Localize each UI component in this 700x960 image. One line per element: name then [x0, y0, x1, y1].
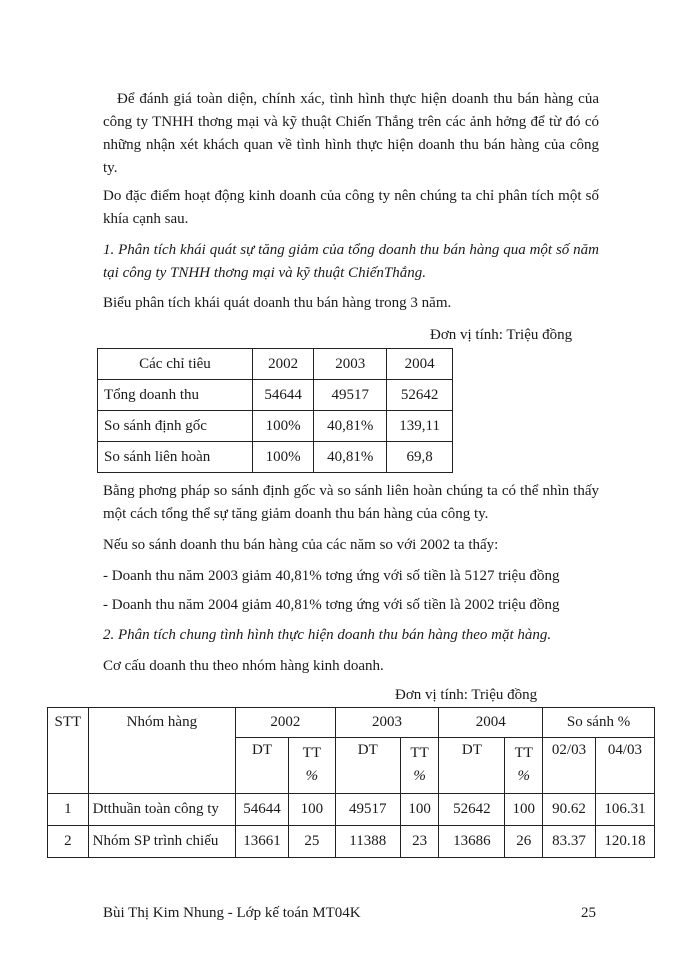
subheader-dt: DT: [335, 738, 400, 794]
table-cell: 49517: [314, 380, 387, 411]
subheader-tt-text: TT: [514, 745, 533, 761]
header-year: 2004: [439, 708, 543, 738]
subheader-dt: DT: [439, 738, 505, 794]
header-group: Nhóm hàng: [88, 708, 235, 794]
row-group: Nhóm SP trình chiếu: [88, 826, 235, 858]
header-cell: 2004: [387, 349, 453, 380]
table-row: [48, 826, 655, 858]
table-cell: 54644: [252, 380, 313, 411]
table-cell: 23: [400, 826, 439, 858]
table-cell: 120.18: [595, 826, 654, 858]
table-cell: 13686: [439, 826, 505, 858]
revenue-by-group-table: [47, 707, 655, 858]
table-cell: 83.37: [543, 826, 596, 858]
subheader-compare: 04/03: [595, 738, 654, 794]
comparison-intro: Nếu so sánh doanh thu bán hàng của các năm so với 2002 ta thấy:: [103, 537, 499, 553]
row-label: So sánh liên hoàn: [98, 442, 253, 473]
table-cell: 11388: [335, 826, 400, 858]
header-year: 2003: [335, 708, 439, 738]
table-cell: 13661: [236, 826, 289, 858]
page-number: 25: [581, 905, 596, 921]
subheader-pct: %: [517, 768, 531, 784]
row-stt: 2: [48, 826, 89, 858]
table-cell: 40,81%: [314, 442, 387, 473]
table-cell: 100: [288, 794, 335, 826]
table-cell: 69,8: [387, 442, 453, 473]
scope-paragraph: Do đặc điểm hoạt động kinh doanh của công ty nên chúng ta chỉ phân tích một số khía cạnh sau.: [103, 188, 599, 227]
subheader-tt-text: TT: [410, 745, 429, 761]
table-cell: 100: [400, 794, 439, 826]
revenue-summary-table: [97, 348, 453, 473]
table-cell: 40,81%: [314, 411, 387, 442]
unit-label-1: Đơn vị tính: Triệu đồng: [430, 327, 573, 343]
table-cell: 100%: [252, 442, 313, 473]
header-cell: 2002: [252, 349, 313, 380]
section-2-heading: 2. Phân tích chung tình hình thực hiện doanh thu bán hàng theo mặt hàng.: [103, 627, 552, 643]
subheader-dt: DT: [236, 738, 289, 794]
table-2-caption: Cơ cấu doanh thu theo nhóm hàng kinh doanh.: [103, 658, 384, 674]
header-compare: So sánh %: [543, 708, 655, 738]
header-year: 2002: [236, 708, 336, 738]
table-cell: 52642: [439, 794, 505, 826]
subheader-tt: [288, 738, 335, 794]
comparison-2004: - Doanh thu năm 2004 giảm 40,81% tơng ứng với số tiền là 2002 triệu đồng: [103, 597, 560, 613]
subheader-tt: [400, 738, 439, 794]
unit-label-2: Đơn vị tính: Triệu đồng: [395, 687, 538, 703]
table-cell: 106.31: [595, 794, 654, 826]
table-cell: 25: [288, 826, 335, 858]
table-row: [98, 411, 453, 442]
row-group: Dtthuần toàn công ty: [88, 794, 235, 826]
table-cell: 100%: [252, 411, 313, 442]
table-cell: 26: [505, 826, 543, 858]
header-stt: STT: [48, 708, 89, 794]
intro-paragraph: Để đánh giá toàn diện, chính xác, tình hình thực hiện doanh thu bán hàng của công ty TNHH thơng mại và kỹ thuật Chiến Thắng trên các ảnh hởng để từ đó có những nhận xét khách quan về tình hình thực hiện doanh thu bán hàng của công ty.: [103, 91, 599, 176]
table-1-caption: Biểu phân tích khái quát doanh thu bán hàng trong 3 năm.: [103, 295, 452, 311]
header-cell: 2003: [314, 349, 387, 380]
table-cell: 139,11: [387, 411, 453, 442]
row-label: Tổng doanh thu: [98, 380, 253, 411]
table-header-row: [48, 708, 655, 738]
table-cell: 100: [505, 794, 543, 826]
section-1-heading: 1. Phân tích khái quát sự tăng giảm của tổng doanh thu bán hàng qua một số năm tại công ty TNHH thơng mại và kỹ thuật ChiếnThắng.: [103, 242, 599, 281]
table-cell: 52642: [387, 380, 453, 411]
table-row: [98, 380, 453, 411]
subheader-pct: %: [305, 768, 319, 784]
row-label: So sánh định gốc: [98, 411, 253, 442]
table-cell: 49517: [335, 794, 400, 826]
row-stt: 1: [48, 794, 89, 826]
subheader-tt: [505, 738, 543, 794]
footer-author: Bùi Thị Kim Nhung - Lớp kế toán MT04K: [103, 905, 361, 921]
method-paragraph: Bằng phơng pháp so sánh định gốc và so sánh liên hoàn chúng ta có thể nhìn thấy một cách tổng thể sự tăng giảm doanh thu bán hàng của công ty.: [103, 483, 599, 522]
table-header-row: [98, 349, 453, 380]
table-row: [98, 442, 453, 473]
subheader-pct: %: [413, 768, 426, 784]
header-cell: Các chỉ tiêu: [98, 349, 253, 380]
table-cell: 90.62: [543, 794, 596, 826]
table-cell: 54644: [236, 794, 289, 826]
table-row: [48, 794, 655, 826]
subheader-compare: 02/03: [543, 738, 596, 794]
comparison-2003: - Doanh thu năm 2003 giảm 40,81% tơng ứng với số tiền là 5127 triệu đồng: [103, 568, 560, 584]
subheader-tt-text: TT: [302, 745, 321, 761]
